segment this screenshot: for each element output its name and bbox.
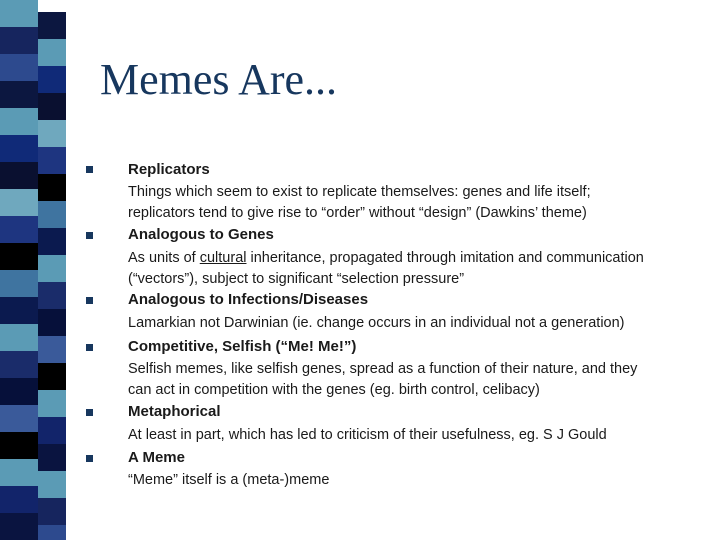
stripe-segment: [38, 12, 66, 39]
stripe-segment: [38, 363, 66, 390]
stripe-segment: [38, 255, 66, 282]
stripe-segment: [38, 417, 66, 444]
stripe-segment: [0, 351, 38, 378]
stripe-segment: [0, 432, 38, 459]
stripe-segment: [38, 471, 66, 498]
bullet-text: Lamarkian not Darwinian (ie. change occurs in an individual not a generation): [128, 315, 625, 331]
stripe-segment: [38, 498, 66, 525]
bullet-text: can act in competition with the genes (eg. birth control, celibacy): [128, 382, 540, 398]
bullet-text: “Meme” itself is a (meta-)meme: [128, 472, 330, 488]
bullet-heading: Metaphorical: [128, 403, 221, 420]
slide-title: Memes Are...: [100, 55, 338, 104]
bullet-heading: Analogous to Infections/Diseases: [128, 291, 369, 308]
bullet-marker: [86, 297, 93, 304]
stripe-segment: [38, 282, 66, 309]
stripe-segment: [0, 297, 38, 324]
bullet-heading: Competitive, Selfish (“Me! Me!”): [128, 338, 357, 355]
stripe-segment: [0, 405, 38, 432]
stripe-segment: [38, 93, 66, 120]
bullet-text: (“vectors”), subject to significant “selection pressure”: [128, 271, 465, 287]
stripe-segment: [0, 270, 38, 297]
stripe-segment: [38, 228, 66, 255]
stripe-segment: [38, 525, 66, 540]
stripe-segment: [38, 390, 66, 417]
stripe-segment: [0, 54, 38, 81]
bullet-text-part: inheritance, propagated through imitation and communication: [246, 250, 644, 266]
stripe-segment: [38, 309, 66, 336]
stripe-segment: [0, 81, 38, 108]
bullet-marker: [86, 455, 93, 462]
stripe-segment: [0, 135, 38, 162]
bullet-marker: [86, 232, 93, 239]
stripe-segment: [0, 378, 38, 405]
bullet-text: [128, 248, 644, 269]
stripe-segment: [0, 459, 38, 486]
stripe-segment: [38, 39, 66, 66]
bullet-heading: Analogous to Genes: [128, 226, 274, 243]
bullet-marker: [86, 344, 93, 351]
stripe-segment: [38, 336, 66, 363]
stripe-segment: [0, 189, 38, 216]
stripe-segment: [0, 0, 38, 27]
stripe-segment: [38, 444, 66, 471]
bullet-text: replicators tend to give rise to “order” without “design” (Dawkins’ theme): [128, 205, 587, 221]
bullet-text: Things which seem to exist to replicate themselves: genes and life itself;: [128, 184, 591, 200]
decorative-stripe: [0, 0, 66, 540]
stripe-segment: [38, 147, 66, 174]
stripe-segment: [0, 324, 38, 351]
bullet-text: At least in part, which has led to criticism of their usefulness, eg. S J Gould: [128, 427, 607, 443]
stripe-segment: [0, 108, 38, 135]
stripe-segment: [0, 243, 38, 270]
stripe-segment: [38, 66, 66, 93]
bullet-text-part: As units of: [128, 250, 200, 266]
stripe-segment: [0, 162, 38, 189]
stripe-segment: [0, 513, 38, 540]
bullet-heading: Replicators: [128, 161, 210, 178]
stripe-segment: [38, 201, 66, 228]
bullet-text: Selfish memes, like selfish genes, spread as a function of their nature, and they: [128, 361, 638, 377]
underlined-word: cultural: [199, 250, 247, 266]
bullet-marker: [86, 409, 93, 416]
stripe-segment: [38, 120, 66, 147]
stripe-segment: [0, 216, 38, 243]
bullet-marker: [86, 166, 93, 173]
bullet-heading: A Meme: [128, 449, 185, 466]
stripe-segment: [0, 27, 38, 54]
stripe-segment: [0, 486, 38, 513]
stripe-segment: [38, 174, 66, 201]
